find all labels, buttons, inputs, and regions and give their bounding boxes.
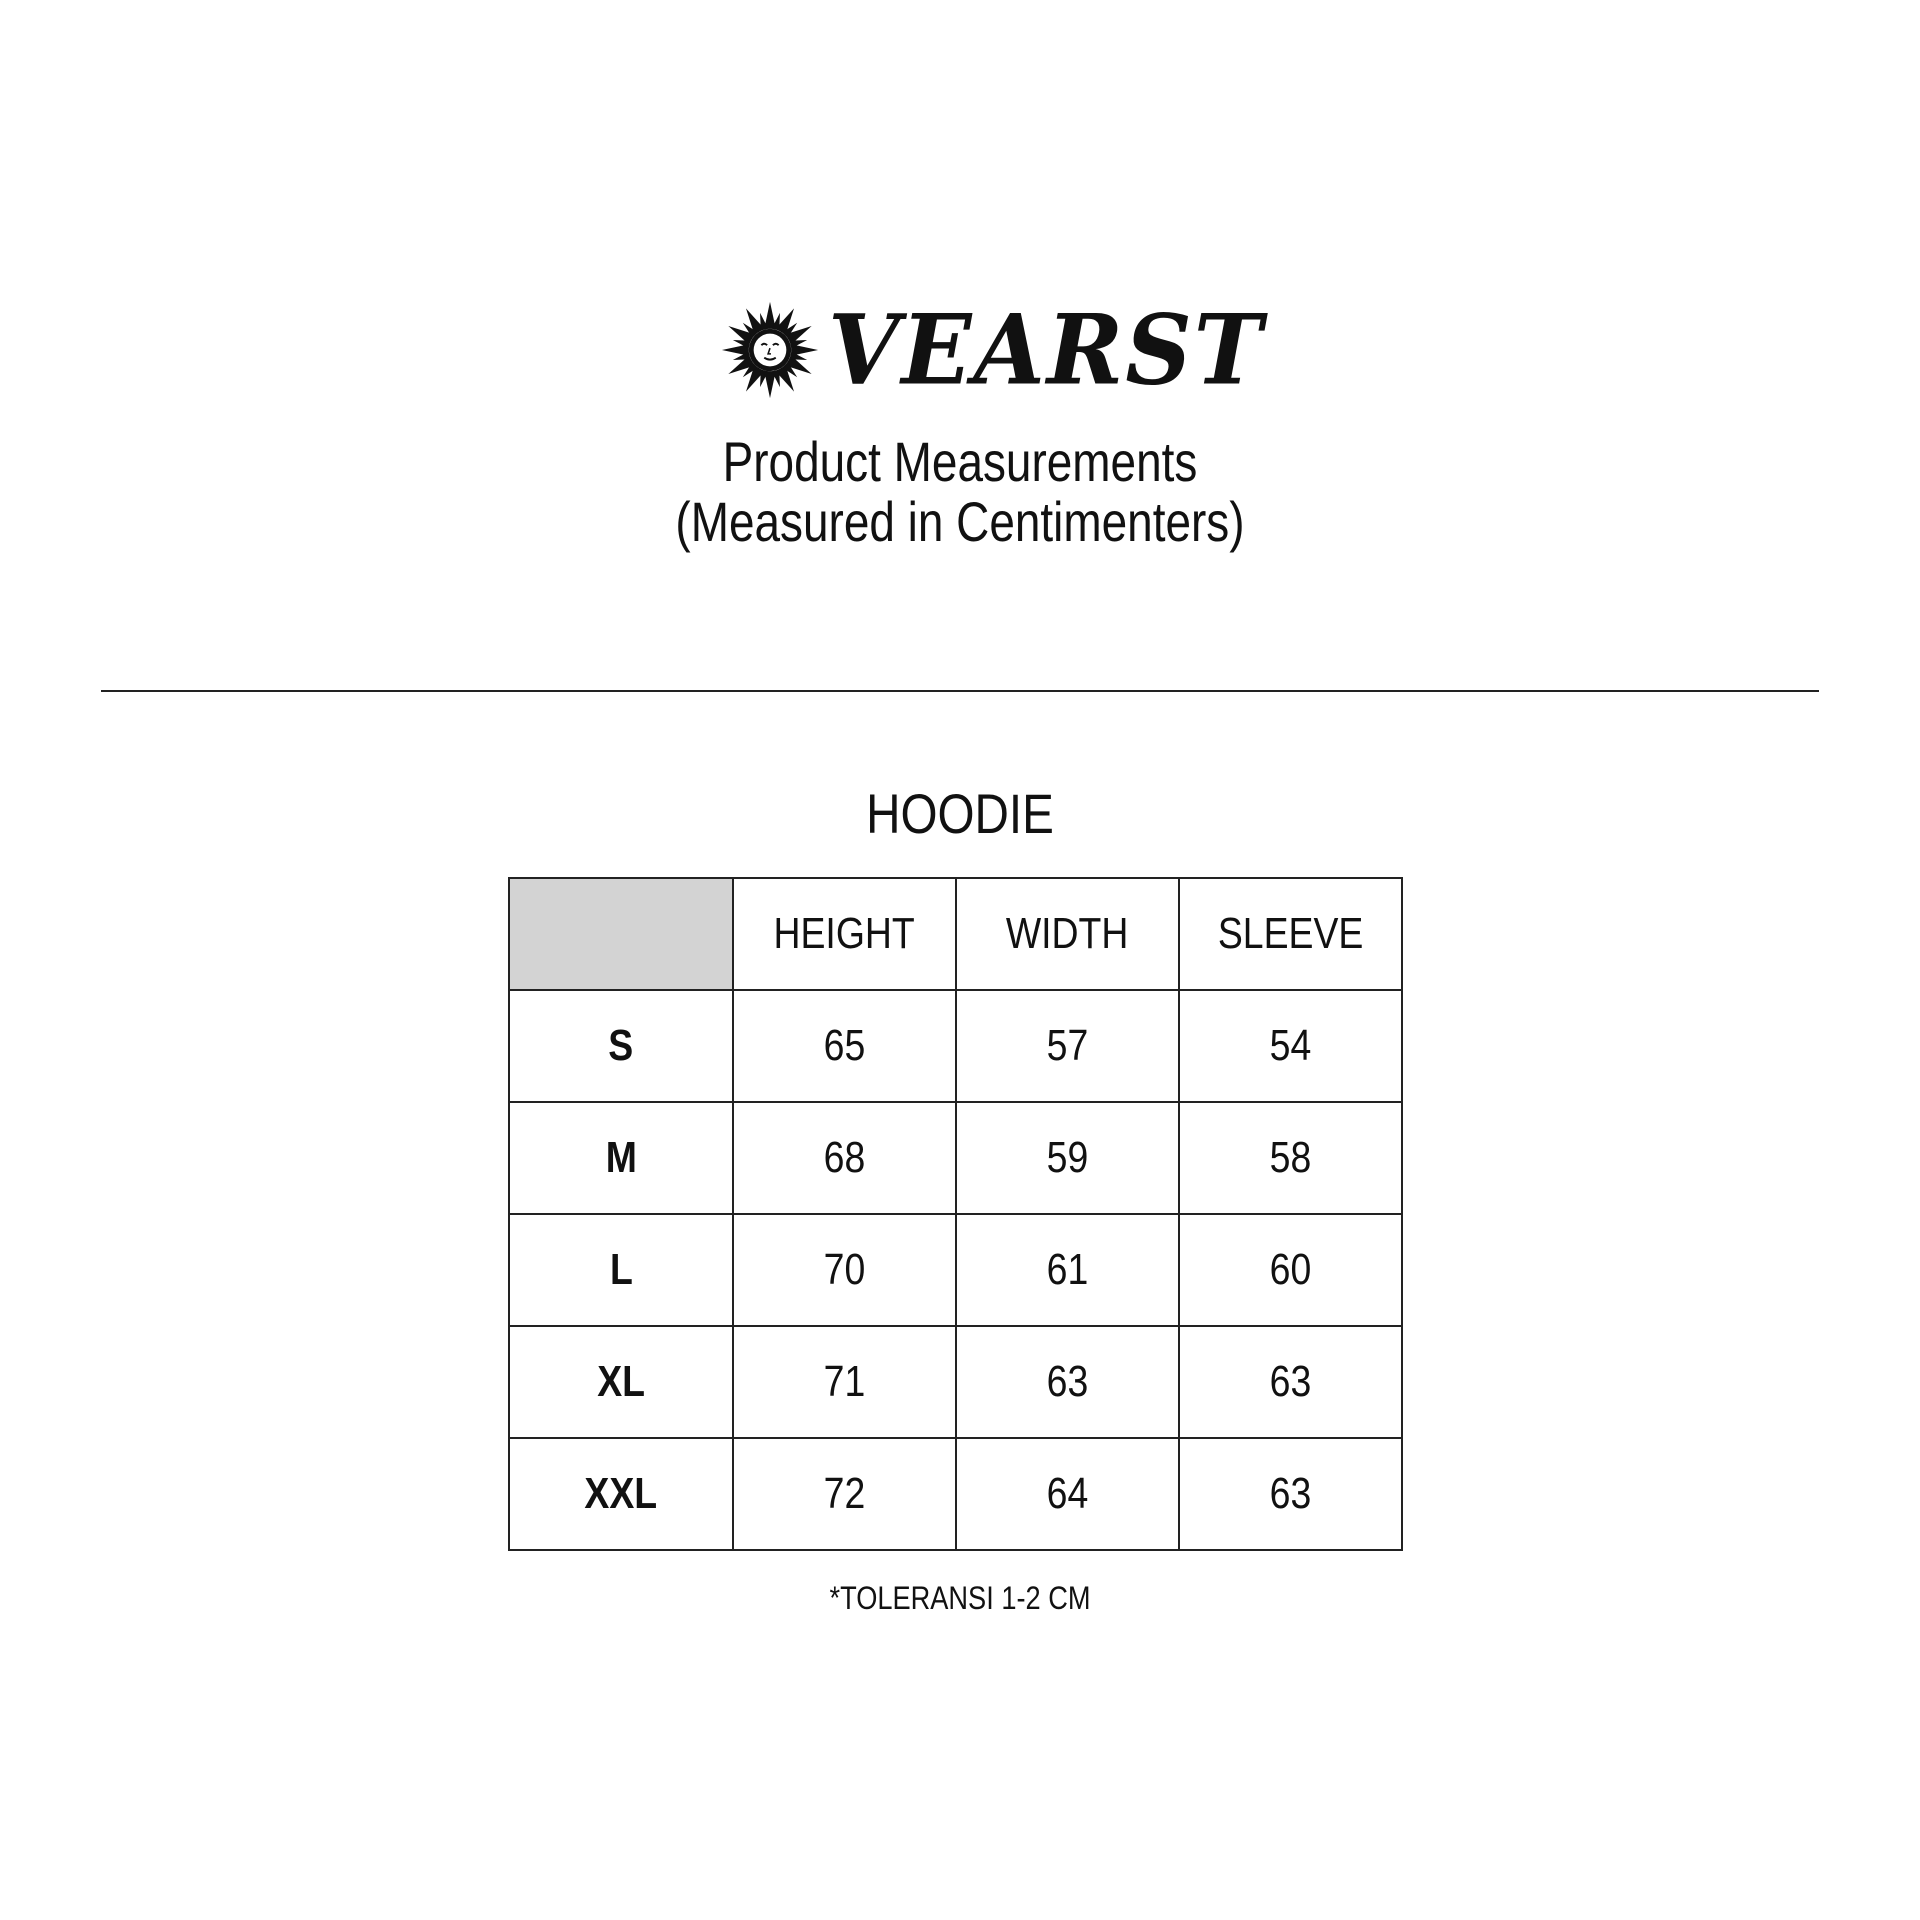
sleeve-value: 58 (1269, 1133, 1312, 1182)
size-label: XL (597, 1357, 645, 1406)
sleeve-cell (1179, 1438, 1402, 1550)
table-row (509, 990, 1402, 1102)
height-cell (733, 1102, 956, 1214)
width-cell (956, 1326, 1179, 1438)
width-cell (956, 1438, 1179, 1550)
height-cell (733, 990, 956, 1102)
column-header-sleeve (1179, 878, 1402, 990)
width-cell (956, 1102, 1179, 1214)
divider (101, 690, 1819, 692)
height-cell (733, 1214, 956, 1326)
table-row (509, 1102, 1402, 1214)
brand-logo (720, 293, 1265, 407)
sleeve-value: 63 (1269, 1469, 1312, 1518)
height-value: 68 (823, 1133, 866, 1182)
size-label-cell (509, 1438, 733, 1550)
tolerance-note: *TOLERANSI 1-2 CM (829, 1580, 1091, 1616)
sleeve-value: 54 (1269, 1021, 1312, 1070)
height-cell (733, 1326, 956, 1438)
page-heading (173, 432, 1747, 552)
sleeve-cell (1179, 1102, 1402, 1214)
height-value: 71 (823, 1357, 866, 1406)
column-header-label: WIDTH (1006, 909, 1129, 958)
size-label: S (608, 1021, 634, 1070)
size-label: M (605, 1133, 637, 1182)
width-cell (956, 990, 1179, 1102)
sleeve-value: 60 (1269, 1245, 1312, 1294)
table-title: HOODIE (866, 782, 1054, 845)
table-header-row (509, 878, 1402, 990)
heading-line-1: Product Measurements (722, 430, 1198, 493)
size-label-cell (509, 1326, 733, 1438)
width-value: 61 (1046, 1245, 1089, 1294)
height-value: 70 (823, 1245, 866, 1294)
sleeve-value: 63 (1269, 1357, 1312, 1406)
table-corner-cell (509, 878, 733, 990)
table-row (509, 1214, 1402, 1326)
sleeve-cell (1179, 990, 1402, 1102)
height-value: 65 (823, 1021, 866, 1070)
column-header-width (956, 878, 1179, 990)
heading-line-2: (Measured in Centimenters) (675, 490, 1245, 553)
width-value: 64 (1046, 1469, 1089, 1518)
sun-face-icon (720, 298, 820, 402)
width-value: 63 (1046, 1357, 1089, 1406)
table-row (509, 1326, 1402, 1438)
size-label: XXL (584, 1469, 658, 1518)
column-header-label: HEIGHT (773, 909, 916, 958)
size-chart-table (508, 877, 1403, 1551)
height-cell (733, 1438, 956, 1550)
size-label-cell (509, 1102, 733, 1214)
width-value: 57 (1046, 1021, 1089, 1070)
column-header-height (733, 878, 956, 990)
column-header-label: SLEEVE (1217, 909, 1364, 958)
size-label-cell (509, 990, 733, 1102)
brand-wordmark: VEARST (828, 293, 1265, 407)
size-label: L (609, 1245, 633, 1294)
sleeve-cell (1179, 1214, 1402, 1326)
width-cell (956, 1214, 1179, 1326)
sleeve-cell (1179, 1326, 1402, 1438)
height-value: 72 (823, 1469, 866, 1518)
table-row (509, 1438, 1402, 1550)
width-value: 59 (1046, 1133, 1089, 1182)
size-label-cell (509, 1214, 733, 1326)
